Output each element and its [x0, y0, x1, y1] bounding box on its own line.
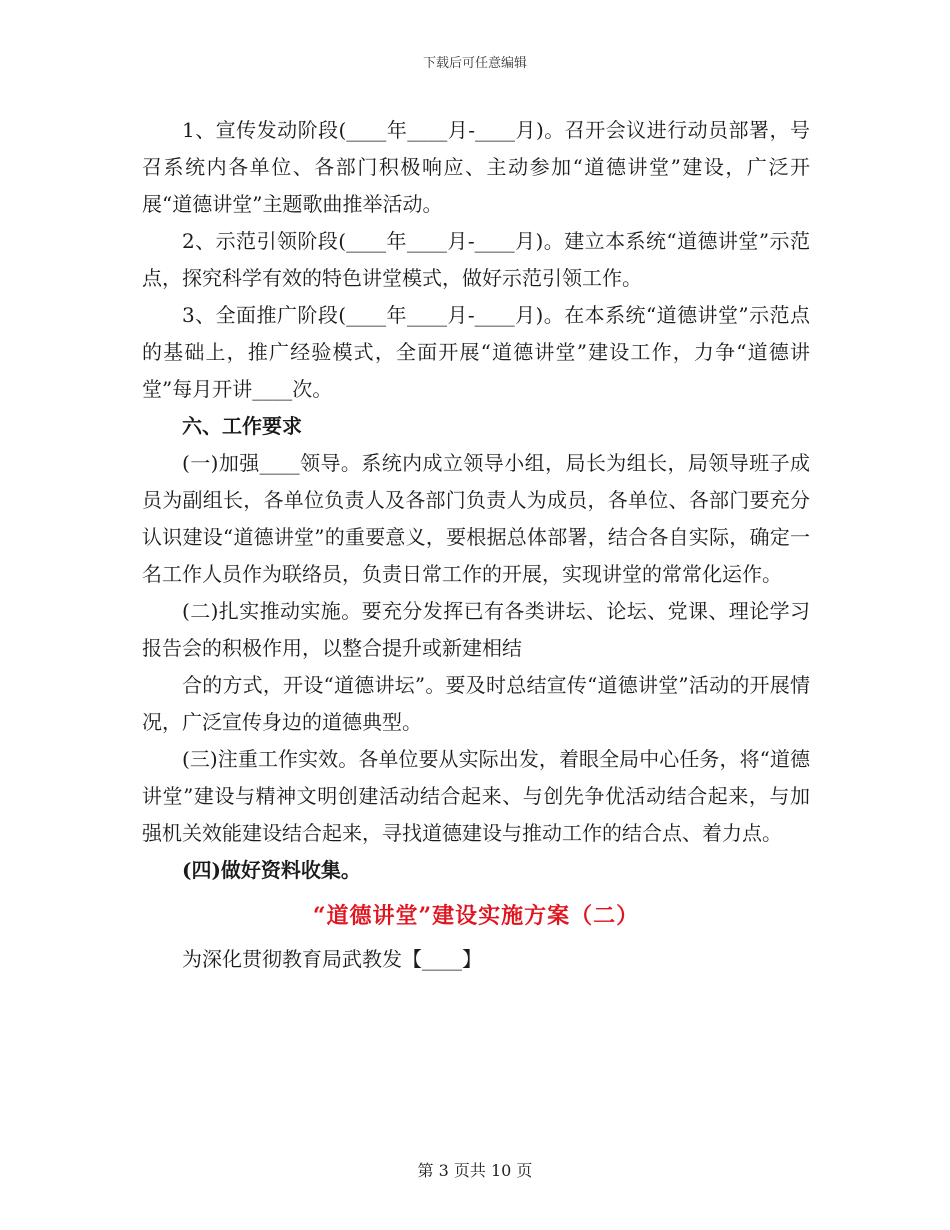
- paragraph-stage-3: 3、全面推广阶段(____年____月-____月)。在本系统“道德讲堂”示范点的基础上，推广经验模式，全面开展“道德讲堂”建设工作，力争“道德讲堂”每月开讲____次。: [142, 303, 810, 401]
- paragraph-requirement-3: (三)注重工作实效。各单位要从实际出发，着眼全局中心任务，将“道德讲堂”建设与精神文明创建活动结合起来、与创先争优活动结合起来，与加强机关效能建设结合起来，寻找道德建设与推动工作的结合点、着力点。: [142, 747, 810, 845]
- paragraph-stage-2: 2、示范引领阶段(____年____月-____月)。建立本系统“道德讲堂”示范点，探究科学有效的特色讲堂模式，做好示范引领工作。: [142, 229, 810, 290]
- page-footer: 第 3 页共 10 页: [417, 1161, 533, 1180]
- document-body: [142, 112, 810, 978]
- paragraph-requirement-2: (二)扎实推动实施。要充分发挥已有各类讲坛、论坛、党课、理论学习报告会的积极作用，以整合提升或新建相结: [142, 599, 810, 660]
- paragraph-stage-1: 1、宣传发动阶段(____年____月-____月)。召开会议进行动员部署，号召系统内各单位、各部门积极响应、主动参加“道德讲堂”建设，广泛开展“道德讲堂”主题歌曲推举活动。: [142, 118, 810, 216]
- paragraph-requirement-1: (一)加强____领导。系统内成立领导小组，局长为组长，局领导班子成员为副组长，各单位负责人及各部门负责人为成员，各单位、各部门要充分认识建设“道德讲堂”的重要意义，要根据总体部署，结合各自实际，确定一名工作人员作为联络员，负责日常工作的开展，实现讲堂的常常化运作。: [142, 451, 810, 586]
- paragraph-requirement-2-continued: 合的方式，开设“道德讲坛”。要及时总结宣传“道德讲堂”活动的开展情况，广泛宣传身边的道德典型。: [142, 673, 810, 734]
- page-header: 下载后可任意编辑: [422, 56, 527, 71]
- paragraph-requirement-4: (四)做好资料收集。: [182, 858, 361, 882]
- paragraph-intro: 为深化贯彻教育局武教发【____】: [182, 947, 482, 971]
- section-heading-work-requirements: 六、工作要求: [182, 414, 302, 438]
- section-title: “道德讲堂”建设实施方案（二）: [312, 903, 640, 929]
